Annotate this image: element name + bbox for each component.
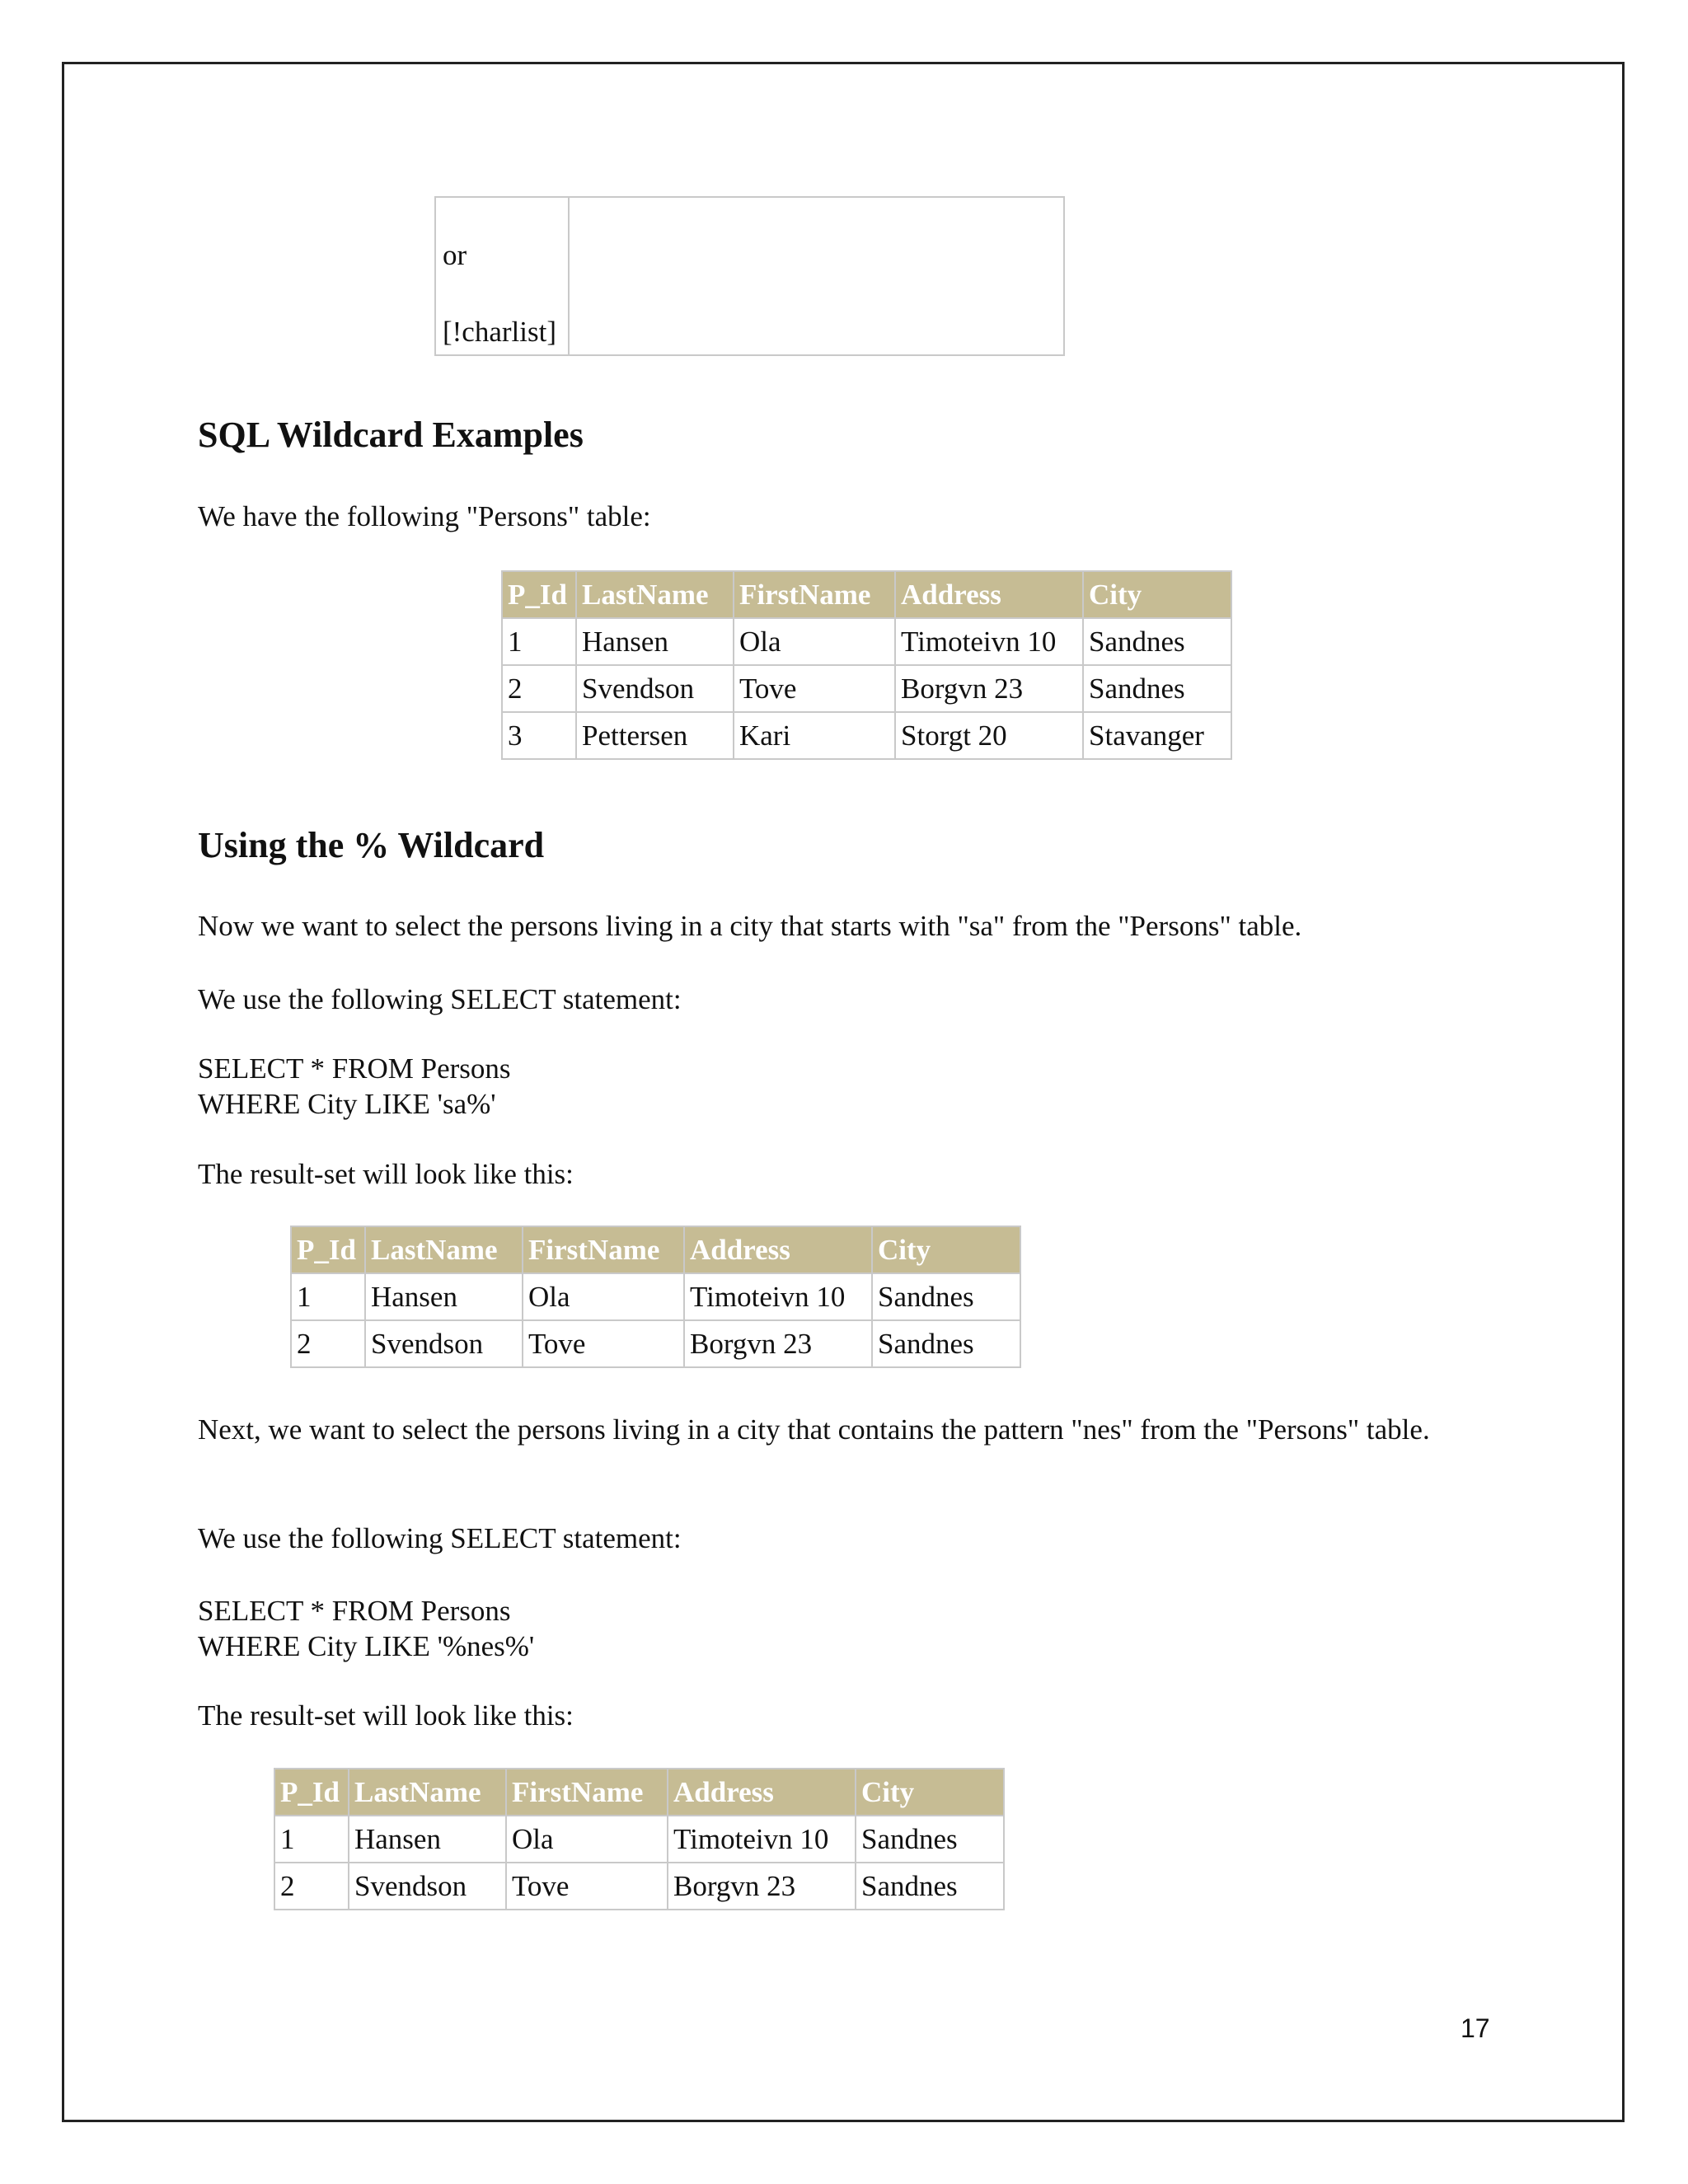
column-header: LastName [576,571,734,618]
table-cell: Svendson [576,665,734,712]
sql-code-block [198,1051,511,1122]
table-cell: 1 [291,1273,365,1320]
table-cell: Hansen [349,1816,506,1863]
table-cell: Ola [506,1816,668,1863]
table-cell: Timoteivn 10 [668,1816,856,1863]
table-cell: 1 [274,1816,349,1863]
table-cell: 1 [502,618,576,665]
table-row [502,712,1231,759]
table-row [274,1816,1004,1863]
charlist-syntax-text: [!charlist] [443,316,556,348]
column-header: Address [684,1226,872,1273]
paragraph: We use the following SELECT statement: [198,983,682,1015]
column-header: City [856,1769,1004,1816]
table-cell [435,197,569,355]
table-cell: Hansen [576,618,734,665]
table-cell: 2 [291,1320,365,1367]
code-line: SELECT * FROM Persons [198,1595,511,1627]
result-table-nes [274,1768,1005,1910]
charlist-table [434,196,1065,356]
result-table-sa [290,1226,1021,1368]
paragraph: The result-set will look like this: [198,1699,574,1732]
column-header: City [1083,571,1231,618]
table-cell: Sandnes [856,1863,1004,1910]
table-cell: Stavanger [1083,712,1231,759]
charlist-or-text: or [443,239,467,271]
table-row [291,1320,1020,1367]
column-header: FirstName [506,1769,668,1816]
paragraph: Now we want to select the persons living in a city that starts with "sa" from the "Persons" table. [198,910,1302,942]
table-header-row [274,1769,1004,1816]
table-cell: Hansen [365,1273,523,1320]
column-header: P_Id [274,1769,349,1816]
column-header: LastName [365,1226,523,1273]
table-cell: Timoteivn 10 [684,1273,872,1320]
column-header: LastName [349,1769,506,1816]
table-cell: Sandnes [872,1273,1020,1320]
table-cell: Borgvn 23 [668,1863,856,1910]
table-cell: Pettersen [576,712,734,759]
table-cell: Ola [734,618,895,665]
table-cell: Sandnes [872,1320,1020,1367]
column-header: P_Id [502,571,576,618]
table-cell: Timoteivn 10 [895,618,1083,665]
section-heading-percent-wildcard: Using the % Wildcard [198,825,545,865]
table-cell: Sandnes [1083,618,1231,665]
code-line: WHERE City LIKE 'sa%' [198,1088,496,1120]
column-header: Address [895,571,1083,618]
table-cell: 3 [502,712,576,759]
table-cell: Tove [734,665,895,712]
table-header-row [291,1226,1020,1273]
table-cell: 2 [274,1863,349,1910]
sql-code-block [198,1593,534,1664]
table-cell: Sandnes [1083,665,1231,712]
table-row [502,618,1231,665]
table-cell: Tove [523,1320,684,1367]
column-header: FirstName [734,571,895,618]
column-header: P_Id [291,1226,365,1273]
table-cell: Borgvn 23 [895,665,1083,712]
intro-paragraph: We have the following "Persons" table: [198,500,651,532]
paragraph: The result-set will look like this: [198,1158,574,1190]
table-row [274,1863,1004,1910]
column-header: City [872,1226,1020,1273]
table-cell: Storgt 20 [895,712,1083,759]
column-header: Address [668,1769,856,1816]
persons-table [501,570,1232,760]
code-line: WHERE City LIKE '%nes%' [198,1630,535,1662]
table-cell: 2 [502,665,576,712]
table-row [502,665,1231,712]
column-header: FirstName [523,1226,684,1273]
table-cell: Svendson [365,1320,523,1367]
table-cell: Kari [734,712,895,759]
section-heading-examples: SQL Wildcard Examples [198,415,584,455]
table-row [291,1273,1020,1320]
paragraph: We use the following SELECT statement: [198,1522,682,1554]
table-cell-empty [569,197,1064,355]
page-number: 17 [1461,2013,1490,2043]
table-row [435,197,1064,355]
table-header-row [502,571,1231,618]
table-cell: Svendson [349,1863,506,1910]
table-cell: Ola [523,1273,684,1320]
table-cell: Tove [506,1863,668,1910]
table-cell: Borgvn 23 [684,1320,872,1367]
code-line: SELECT * FROM Persons [198,1052,511,1085]
table-cell: Sandnes [856,1816,1004,1863]
paragraph: Next, we want to select the persons living in a city that contains the pattern "nes" from the "Persons" table. [198,1413,1430,1446]
